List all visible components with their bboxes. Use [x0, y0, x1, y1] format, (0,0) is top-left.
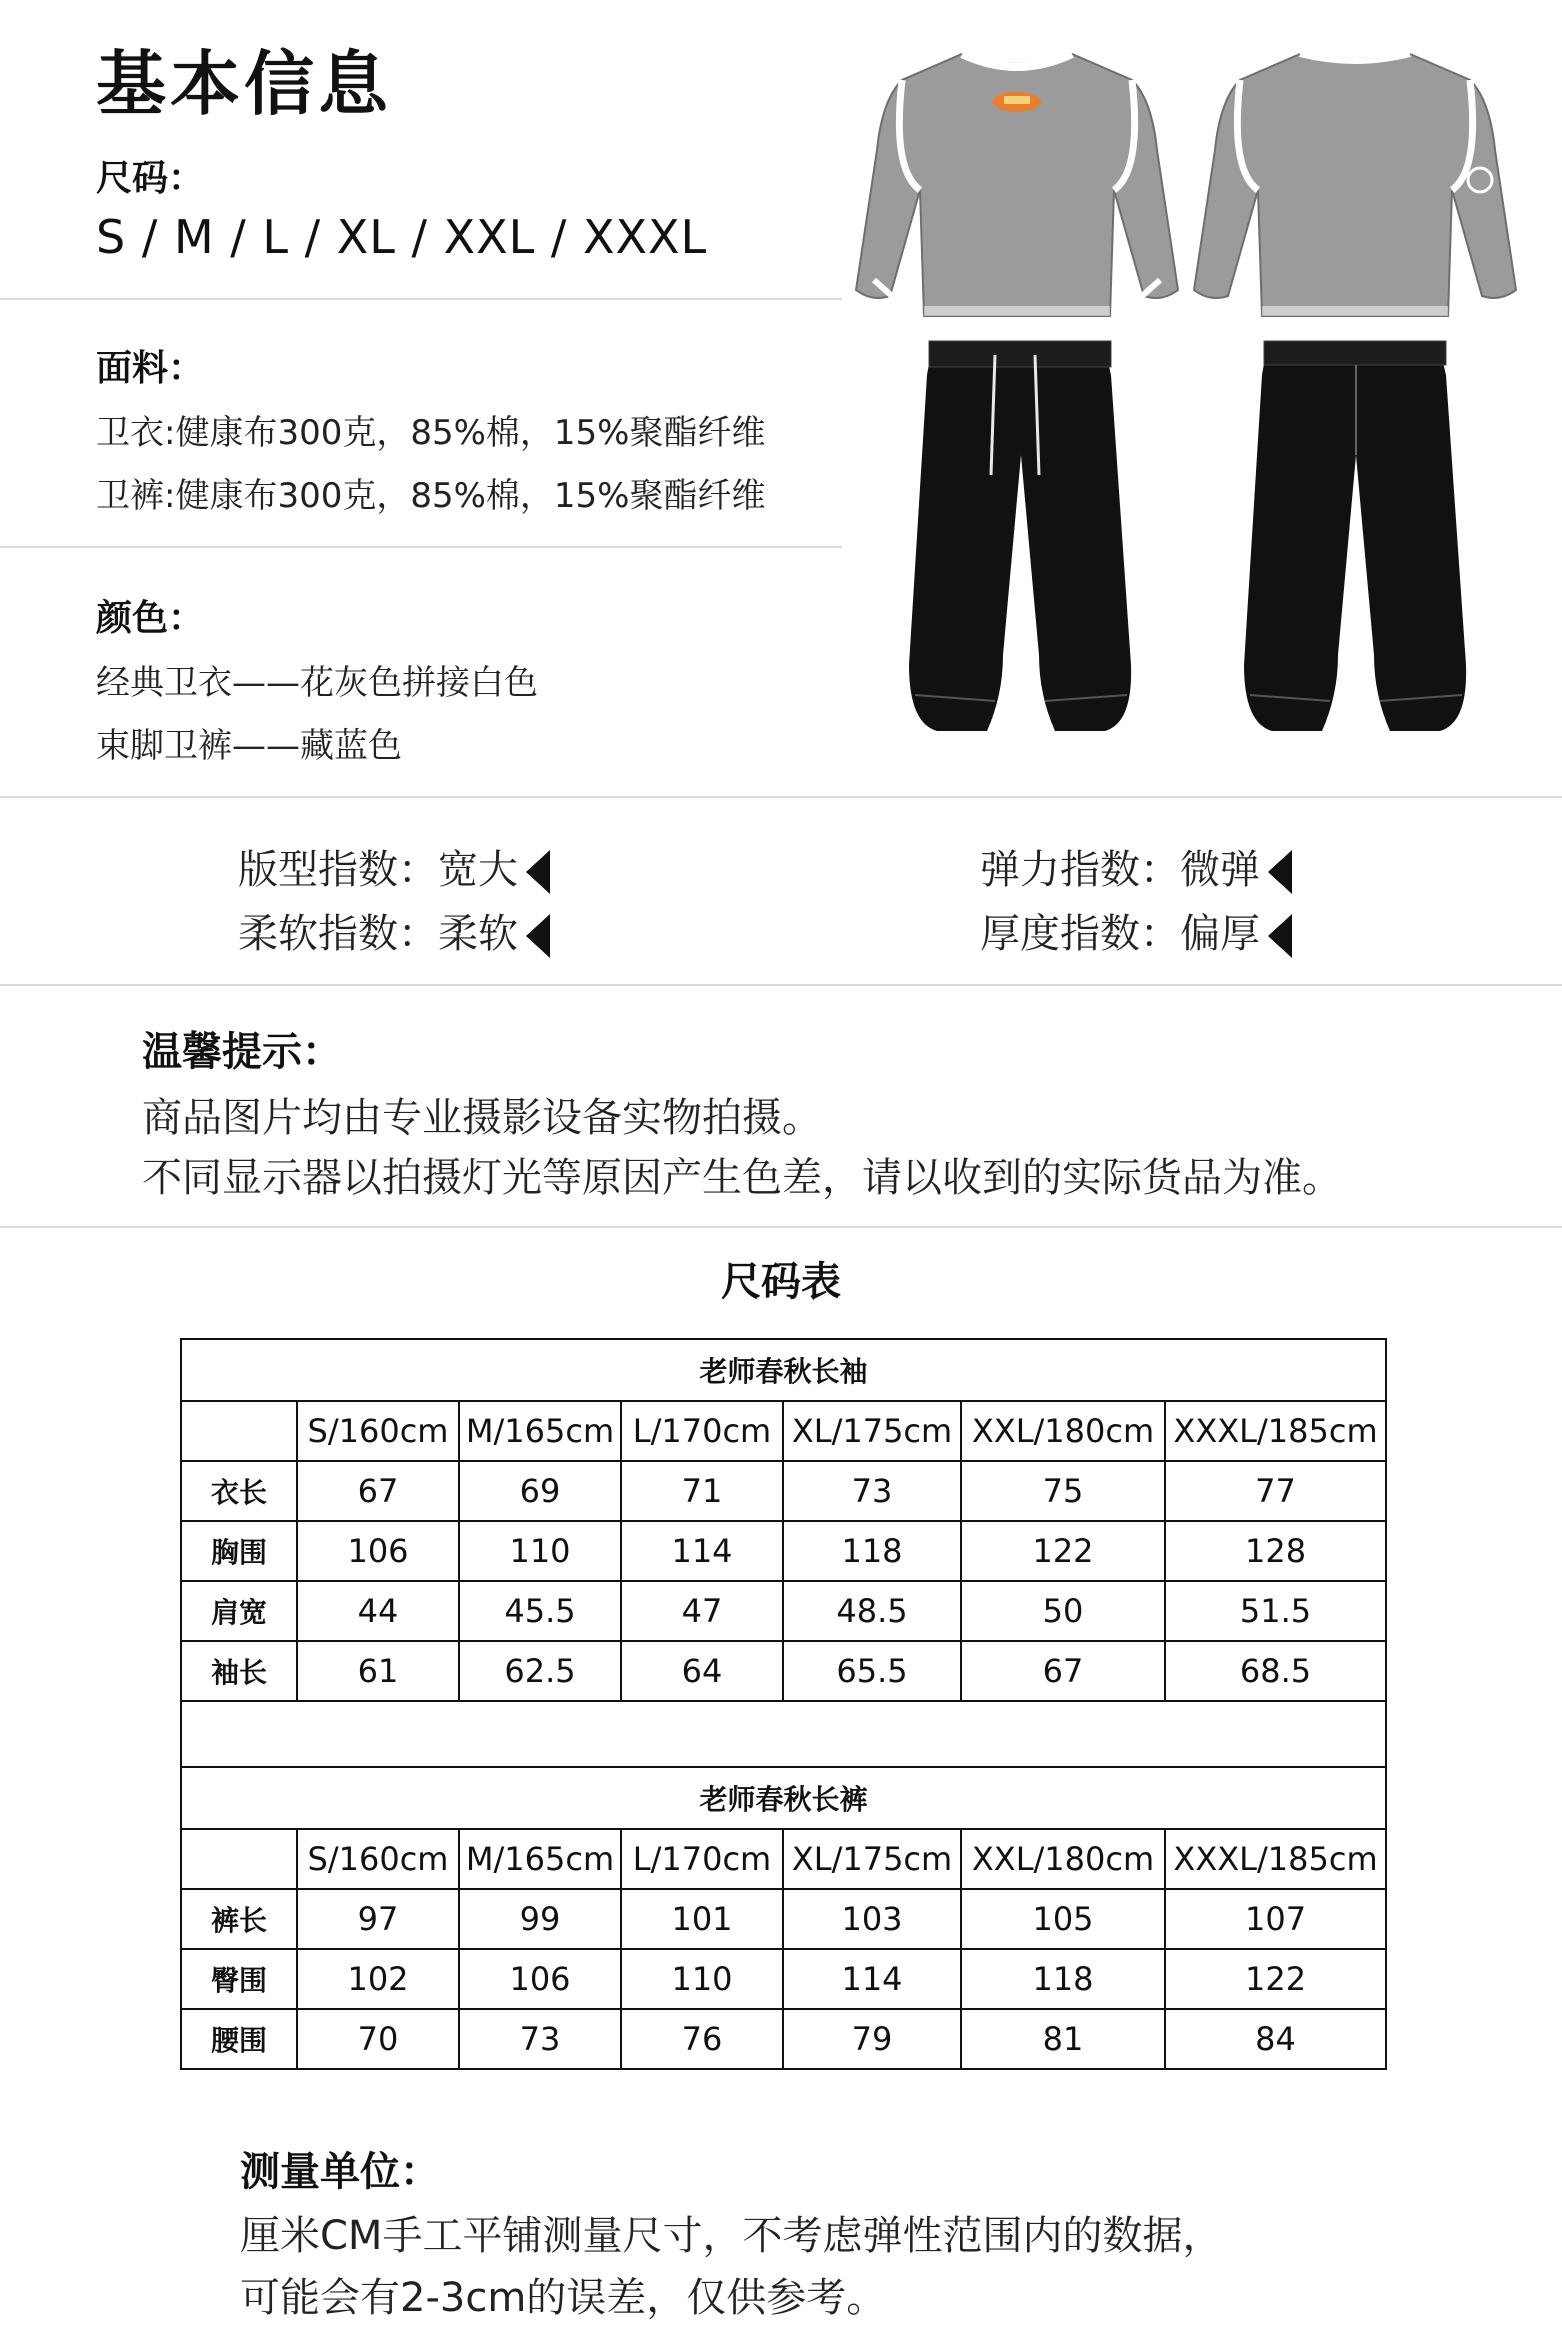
- table-cell: 114: [783, 1949, 961, 2009]
- column-header: L/170cm: [621, 1401, 783, 1461]
- row-header: 衣长: [181, 1461, 297, 1521]
- row-header: 腰围: [181, 2009, 297, 2069]
- index-value: 微弹: [1180, 847, 1260, 893]
- divider: [0, 298, 842, 300]
- table-cell: 50: [961, 1581, 1165, 1641]
- column-header: XL/175cm: [783, 1401, 961, 1461]
- table-cell: 64: [621, 1641, 783, 1701]
- column-header: M/165cm: [459, 1401, 621, 1461]
- row-header: 袖长: [181, 1641, 297, 1701]
- table-header-row: [181, 1829, 1386, 1889]
- measure-line: 厘米CM手工平铺测量尺寸，不考虑弹性范围内的数据，: [240, 2213, 1223, 2259]
- table-cell: 102: [297, 1949, 459, 2009]
- table-cell: 48.5: [783, 1581, 961, 1641]
- spacer-cell: [181, 1701, 1386, 1767]
- table-row: [181, 2009, 1386, 2069]
- index-label: 版型指数：: [238, 847, 438, 893]
- top-caption: 老师春秋长袖: [181, 1339, 1386, 1401]
- table-cell: 84: [1165, 2009, 1386, 2069]
- column-header: M/165cm: [459, 1829, 621, 1889]
- column-header: XXL/180cm: [961, 1401, 1165, 1461]
- measure-title: 测量单位：: [240, 2149, 440, 2195]
- pointer-icon: [1268, 914, 1292, 958]
- divider: [0, 984, 1562, 986]
- jogger-pants-front-icon: [905, 335, 1135, 735]
- page-title: 基本信息: [96, 43, 392, 125]
- bottom-caption: 老师春秋长裤: [181, 1767, 1386, 1829]
- divider: [0, 1226, 1562, 1228]
- table-spacer-row: [181, 1701, 1386, 1767]
- index-fit: [238, 838, 550, 895]
- table-cell: 44: [297, 1581, 459, 1641]
- tips-title: 温馨提示：: [142, 1029, 342, 1075]
- table-cell: 69: [459, 1461, 621, 1521]
- table-cell: 73: [783, 1461, 961, 1521]
- size-table-title: 尺码表: [721, 1259, 841, 1305]
- corner-cell: [181, 1829, 297, 1889]
- row-header: 胸围: [181, 1521, 297, 1581]
- jogger-pants-back-icon: [1240, 335, 1470, 735]
- table-cell: 106: [459, 1949, 621, 2009]
- index-softness: [238, 902, 550, 959]
- table-cell: 122: [961, 1521, 1165, 1581]
- column-header: XXXL/185cm: [1165, 1829, 1386, 1889]
- color-label: 颜色：: [96, 598, 205, 639]
- fabric-line: 卫衣:健康布300克，85%棉，15%聚酯纤维: [96, 413, 766, 453]
- fabric-label: 面料：: [96, 348, 205, 389]
- sweatshirt-back-icon: [1190, 40, 1520, 320]
- table-row: [181, 1461, 1386, 1521]
- column-header: XXXL/185cm: [1165, 1401, 1386, 1461]
- table-cell: 70: [297, 2009, 459, 2069]
- column-header: L/170cm: [621, 1829, 783, 1889]
- table-cell: 47: [621, 1581, 783, 1641]
- table-cell: 110: [621, 1949, 783, 2009]
- table-cell: 97: [297, 1889, 459, 1949]
- pointer-icon: [1268, 850, 1292, 894]
- table-cell: 118: [783, 1521, 961, 1581]
- fabric-line: 卫裤:健康布300克，85%棉，15%聚酯纤维: [96, 476, 766, 516]
- sweatshirt-front-icon: [852, 40, 1182, 320]
- table-cell: 71: [621, 1461, 783, 1521]
- table-cell: 105: [961, 1889, 1165, 1949]
- table-cell: 75: [961, 1461, 1165, 1521]
- table-cell: 114: [621, 1521, 783, 1581]
- table-cell: 73: [459, 2009, 621, 2069]
- table-cell: 67: [297, 1461, 459, 1521]
- tips-line: 商品图片均由专业摄影设备实物拍摄。: [142, 1095, 822, 1141]
- table-cell: 61: [297, 1641, 459, 1701]
- pointer-icon: [526, 850, 550, 894]
- table-cell: 110: [459, 1521, 621, 1581]
- table-cell: 45.5: [459, 1581, 621, 1641]
- row-header: 肩宽: [181, 1581, 297, 1641]
- table-cell: 106: [297, 1521, 459, 1581]
- table-row: [181, 1889, 1386, 1949]
- table-cell: 77: [1165, 1461, 1386, 1521]
- pointer-icon: [526, 914, 550, 958]
- column-header: S/160cm: [297, 1829, 459, 1889]
- table-row: [181, 1521, 1386, 1581]
- divider: [0, 796, 1562, 798]
- index-value: 偏厚: [1180, 911, 1260, 957]
- index-value: 柔软: [438, 911, 518, 957]
- index-label: 柔软指数：: [238, 911, 438, 957]
- column-header: S/160cm: [297, 1401, 459, 1461]
- table-cell: 122: [1165, 1949, 1386, 2009]
- color-line: 束脚卫裤——藏蓝色: [96, 726, 402, 766]
- table-cell: 107: [1165, 1889, 1386, 1949]
- size-label: 尺码：: [96, 158, 205, 199]
- index-thickness: [980, 902, 1292, 959]
- column-header: XL/175cm: [783, 1829, 961, 1889]
- table-cell: 81: [961, 2009, 1165, 2069]
- table-cell: 51.5: [1165, 1581, 1386, 1641]
- corner-cell: [181, 1401, 297, 1461]
- index-value: 宽大: [438, 847, 518, 893]
- table-row: [181, 1949, 1386, 2009]
- size-list: S / M / L / XL / XXL / XXXL: [96, 210, 708, 264]
- table-cell: 128: [1165, 1521, 1386, 1581]
- size-table: [180, 1338, 1387, 2070]
- column-header: XXL/180cm: [961, 1829, 1165, 1889]
- index-label: 厚度指数：: [980, 911, 1180, 957]
- table-cell: 62.5: [459, 1641, 621, 1701]
- index-label: 弹力指数：: [980, 847, 1180, 893]
- divider: [0, 546, 842, 548]
- table-row: [181, 1581, 1386, 1641]
- table-cell: 65.5: [783, 1641, 961, 1701]
- table-cell: 103: [783, 1889, 961, 1949]
- table-cell: 99: [459, 1889, 621, 1949]
- table-cell: 76: [621, 2009, 783, 2069]
- table-header-row: [181, 1401, 1386, 1461]
- table-cell: 68.5: [1165, 1641, 1386, 1701]
- table-caption-row: [181, 1767, 1386, 1829]
- table-cell: 67: [961, 1641, 1165, 1701]
- table-row: [181, 1641, 1386, 1701]
- tips-line: 不同显示器以拍摄灯光等原因产生色差，请以收到的实际货品为准。: [142, 1155, 1342, 1201]
- row-header: 裤长: [181, 1889, 297, 1949]
- measure-line: 可能会有2-3cm的误差，仅供参考。: [240, 2275, 887, 2321]
- color-line: 经典卫衣——花灰色拼接白色: [96, 663, 538, 703]
- row-header: 臀围: [181, 1949, 297, 2009]
- table-caption-row: [181, 1339, 1386, 1401]
- table-cell: 118: [961, 1949, 1165, 2009]
- table-cell: 101: [621, 1889, 783, 1949]
- index-elasticity: [980, 838, 1292, 895]
- table-cell: 79: [783, 2009, 961, 2069]
